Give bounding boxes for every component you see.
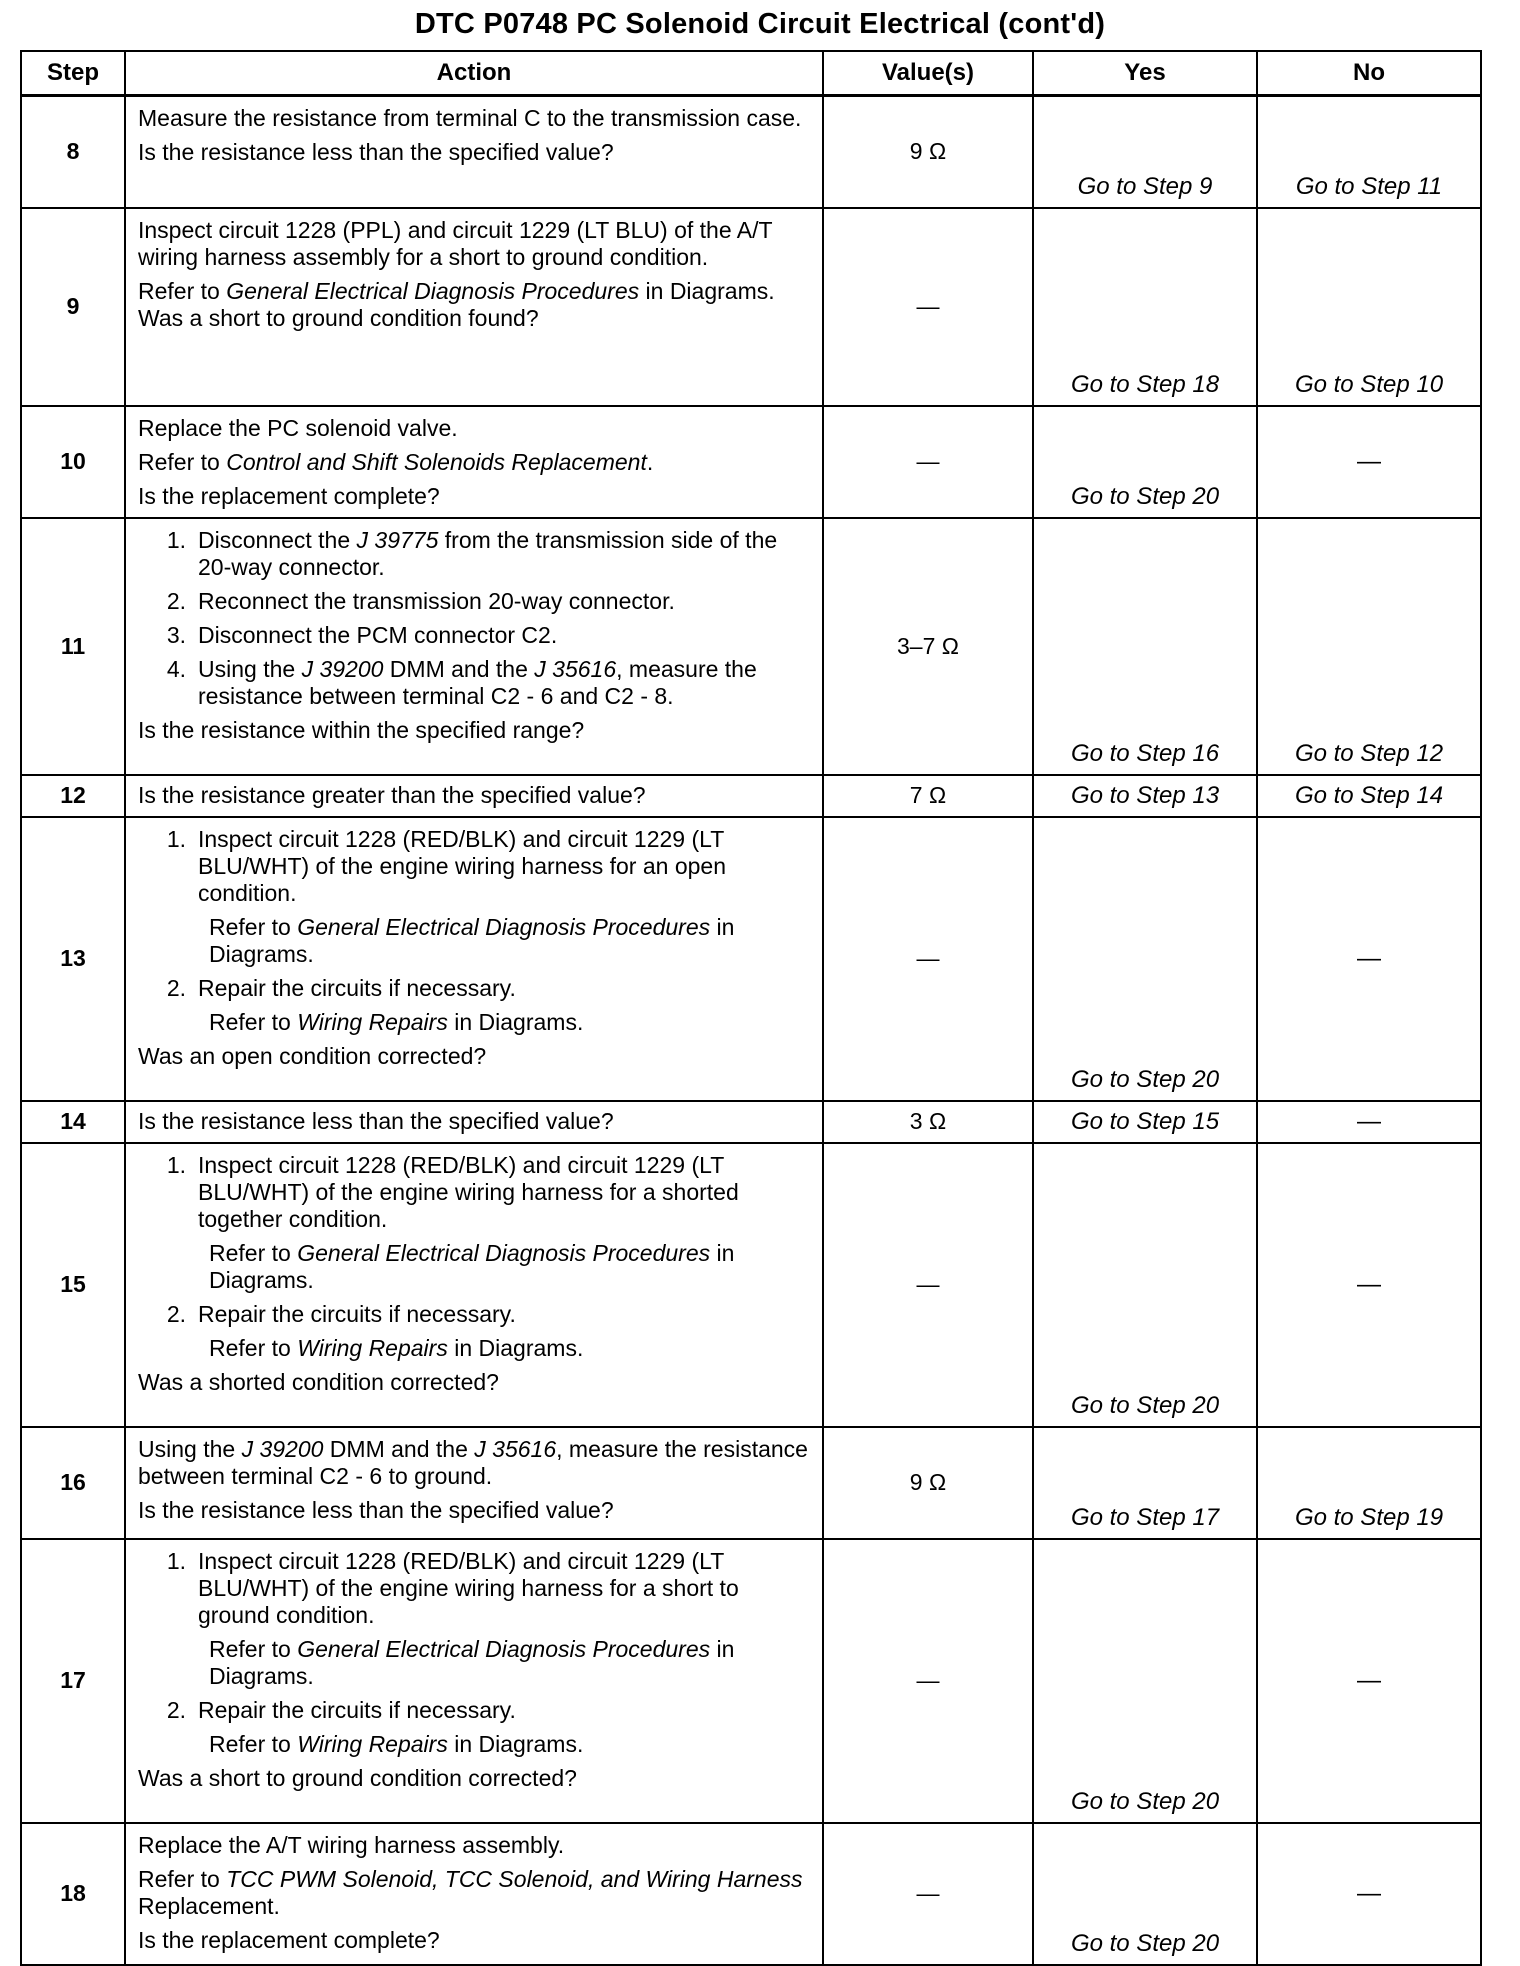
reference-prefix: Refer to xyxy=(209,1239,298,1266)
step-number: 13 xyxy=(21,817,125,1101)
value-cell: — xyxy=(823,208,1033,406)
list-item xyxy=(150,622,812,649)
list-text: , measure the resistance between terminal C2 - 6 and C2 - 8. xyxy=(198,655,757,709)
step-number: 18 xyxy=(21,1823,125,1965)
reference-line xyxy=(138,449,812,476)
reference-link[interactable]: General Electrical Diagnosis Procedures xyxy=(297,1239,711,1266)
reference-link[interactable]: Wiring Repairs xyxy=(297,1730,448,1757)
header-step: Step xyxy=(21,51,125,96)
value-cell: 9 Ω xyxy=(823,96,1033,208)
table-row xyxy=(21,1143,1481,1427)
yes-link[interactable]: Go to Step 13 xyxy=(1033,775,1257,817)
value-cell: — xyxy=(823,1143,1033,1427)
list-text: Inspect circuit 1228 (RED/BLK) and circuit 1229 (LT BLU/WHT) of the engine wiring harness for an open condition. xyxy=(198,825,726,906)
list-number: 4. xyxy=(166,655,186,682)
reference-suffix: in Diagrams. xyxy=(447,1730,584,1757)
list-text: Inspect circuit 1228 (RED/BLK) and circuit 1229 (LT BLU/WHT) of the engine wiring harness for a shorted together condition. xyxy=(198,1151,739,1232)
reference-link[interactable]: Wiring Repairs xyxy=(297,1008,448,1035)
table-row xyxy=(21,406,1481,518)
tool-reference: J 35616 xyxy=(534,655,617,682)
value-cell: 3 Ω xyxy=(823,1101,1033,1143)
list-text: Reconnect the transmission 20-way connector. xyxy=(198,587,675,614)
step-number: 8 xyxy=(21,96,125,208)
action-cell xyxy=(125,1823,823,1965)
tool-reference: J 39200 xyxy=(241,1435,324,1462)
reference-suffix: in Diagrams. xyxy=(209,913,735,967)
value-cell: — xyxy=(823,1539,1033,1823)
header-values: Value(s) xyxy=(823,51,1033,96)
no-link[interactable]: Go to Step 19 xyxy=(1257,1427,1481,1539)
reference-suffix: in Diagrams. xyxy=(447,1008,584,1035)
question-text: Is the replacement complete? xyxy=(138,482,440,509)
action-cell xyxy=(125,518,823,775)
reference-prefix: Refer to xyxy=(138,448,227,475)
reference-suffix: in Diagrams. xyxy=(639,277,775,304)
list-number: 2. xyxy=(166,1300,186,1327)
reference-suffix: Replacement. xyxy=(138,1892,280,1919)
reference-suffix: in Diagrams. xyxy=(209,1239,735,1293)
action-cell xyxy=(125,208,823,406)
action-cell xyxy=(125,1143,823,1427)
yes-link[interactable]: Go to Step 9 xyxy=(1033,96,1257,208)
value-cell: — xyxy=(823,406,1033,518)
action-cell xyxy=(125,775,823,817)
reference-line xyxy=(138,1866,812,1920)
list-number: 1. xyxy=(166,1547,186,1574)
step-number: 12 xyxy=(21,775,125,817)
question-text: Is the resistance less than the specified value? xyxy=(138,1496,614,1523)
reference-link[interactable]: Wiring Repairs xyxy=(297,1334,448,1361)
header-action: Action xyxy=(125,51,823,96)
table-row xyxy=(21,96,1481,208)
no-link[interactable]: Go to Step 11 xyxy=(1257,96,1481,208)
tool-reference: J 39775 xyxy=(356,526,439,553)
reference-line xyxy=(150,914,812,968)
yes-link[interactable]: Go to Step 20 xyxy=(1033,817,1257,1101)
reference-line xyxy=(138,278,812,305)
list-number: 1. xyxy=(166,1151,186,1178)
yes-link[interactable]: Go to Step 16 xyxy=(1033,518,1257,775)
list-item xyxy=(150,1697,812,1724)
numbered-list xyxy=(138,527,812,710)
table-row xyxy=(21,518,1481,775)
list-number: 2. xyxy=(166,587,186,614)
yes-link[interactable]: Go to Step 15 xyxy=(1033,1101,1257,1143)
yes-link[interactable]: Go to Step 20 xyxy=(1033,406,1257,518)
reference-prefix: Refer to xyxy=(209,1334,298,1361)
value-cell: 7 Ω xyxy=(823,775,1033,817)
yes-link[interactable]: Go to Step 17 xyxy=(1033,1427,1257,1539)
reference-link[interactable]: TCC PWM Solenoid, TCC Solenoid, and Wiring Harness xyxy=(226,1865,803,1892)
list-item xyxy=(150,1152,812,1233)
list-item xyxy=(150,1301,812,1328)
action-text-part: DMM and the xyxy=(323,1435,475,1462)
no-cell: — xyxy=(1257,817,1481,1101)
reference-line xyxy=(150,1731,812,1758)
no-link[interactable]: Go to Step 12 xyxy=(1257,518,1481,775)
table-row xyxy=(21,1823,1481,1965)
step-number: 15 xyxy=(21,1143,125,1427)
question-text: Was an open condition corrected? xyxy=(138,1042,487,1069)
step-number: 14 xyxy=(21,1101,125,1143)
action-text-part: Using the xyxy=(138,1435,242,1462)
list-number: 2. xyxy=(166,974,186,1001)
list-item xyxy=(150,826,812,907)
reference-line xyxy=(150,1009,812,1036)
reference-line xyxy=(150,1335,812,1362)
step-number: 9 xyxy=(21,208,125,406)
step-number: 16 xyxy=(21,1427,125,1539)
value-cell: — xyxy=(823,1823,1033,1965)
list-number: 1. xyxy=(166,526,186,553)
list-text: from the transmission side of the 20-way connector. xyxy=(198,526,778,580)
numbered-list xyxy=(138,826,812,1036)
no-cell: — xyxy=(1257,406,1481,518)
reference-suffix: in Diagrams. xyxy=(209,1635,735,1689)
question-text: Is the resistance less than the specified value? xyxy=(138,1108,614,1134)
question-text: Is the resistance less than the specified value? xyxy=(138,139,614,165)
header-no: No xyxy=(1257,51,1481,96)
list-item xyxy=(150,588,812,615)
yes-link[interactable]: Go to Step 20 xyxy=(1033,1143,1257,1427)
value-cell: 3–7 Ω xyxy=(823,518,1033,775)
list-text: Repair the circuits if necessary. xyxy=(198,974,516,1001)
list-text: Inspect circuit 1228 (RED/BLK) and circuit 1229 (LT BLU/WHT) of the engine wiring harness for a short to ground condition. xyxy=(198,1547,739,1628)
reference-link[interactable]: General Electrical Diagnosis Procedures xyxy=(226,277,640,304)
question-text: Is the resistance greater than the specified value? xyxy=(138,782,646,808)
action-cell xyxy=(125,817,823,1101)
list-text: Using the xyxy=(198,655,302,682)
reference-link[interactable]: General Electrical Diagnosis Procedures xyxy=(297,1635,711,1662)
question-text: Is the resistance within the specified range? xyxy=(138,716,585,743)
diagnostic-table xyxy=(20,50,1482,1966)
action-text: Replace the PC solenoid valve. xyxy=(138,414,458,441)
no-cell: — xyxy=(1257,1823,1481,1965)
list-item xyxy=(150,1548,812,1629)
reference-line xyxy=(150,1240,812,1294)
step-number: 11 xyxy=(21,518,125,775)
reference-prefix: Refer to xyxy=(209,913,298,940)
list-number: 3. xyxy=(166,621,186,648)
reference-prefix: Refer to xyxy=(138,1865,227,1892)
numbered-list xyxy=(138,1548,812,1758)
action-cell xyxy=(125,1427,823,1539)
yes-link[interactable]: Go to Step 18 xyxy=(1033,208,1257,406)
value-cell: 9 Ω xyxy=(823,1427,1033,1539)
yes-link[interactable]: Go to Step 20 xyxy=(1033,1539,1257,1823)
question-text: Was a short to ground condition found? xyxy=(138,304,539,331)
reference-prefix: Refer to xyxy=(209,1008,298,1035)
action-cell xyxy=(125,406,823,518)
no-link[interactable]: Go to Step 14 xyxy=(1257,775,1481,817)
reference-suffix: . xyxy=(646,448,654,475)
question-text: Was a shorted condition corrected? xyxy=(138,1368,499,1395)
list-number: 1. xyxy=(166,825,186,852)
step-number: 17 xyxy=(21,1539,125,1823)
numbered-list xyxy=(138,1152,812,1362)
reference-prefix: Refer to xyxy=(209,1730,298,1757)
header-yes: Yes xyxy=(1033,51,1257,96)
table-row xyxy=(21,1101,1481,1143)
action-cell xyxy=(125,96,823,208)
page-title: DTC P0748 PC Solenoid Circuit Electrical (cont'd) xyxy=(414,8,1106,40)
action-cell xyxy=(125,1101,823,1143)
reference-line xyxy=(150,1636,812,1690)
list-text: DMM and the xyxy=(383,655,535,682)
action-text: Replace the A/T wiring harness assembly. xyxy=(138,1831,565,1858)
reference-suffix: in Diagrams. xyxy=(447,1334,584,1361)
action-text: Measure the resistance from terminal C to the transmission case. xyxy=(138,105,802,131)
action-cell xyxy=(125,1539,823,1823)
list-text: Repair the circuits if necessary. xyxy=(198,1696,516,1723)
question-text: Is the replacement complete? xyxy=(138,1926,440,1953)
list-text: Disconnect the PCM connector C2. xyxy=(198,621,558,648)
table-row xyxy=(21,775,1481,817)
reference-link[interactable]: General Electrical Diagnosis Procedures xyxy=(297,913,711,940)
reference-link[interactable]: Control and Shift Solenoids Replacement xyxy=(226,448,647,475)
no-cell: — xyxy=(1257,1539,1481,1823)
tool-reference: J 39200 xyxy=(301,655,384,682)
reference-prefix: Refer to xyxy=(138,277,227,304)
list-number: 2. xyxy=(166,1696,186,1723)
list-item xyxy=(150,975,812,1002)
reference-prefix: Refer to xyxy=(209,1635,298,1662)
list-item xyxy=(150,527,812,581)
action-text: Inspect circuit 1228 (PPL) and circuit 1229 (LT BLU) of the A/T wiring harness assembly for a short to ground condition. xyxy=(138,216,773,270)
list-item xyxy=(150,656,812,710)
tool-reference: J 35616 xyxy=(474,1435,557,1462)
table-row xyxy=(21,1539,1481,1823)
no-link[interactable]: Go to Step 10 xyxy=(1257,208,1481,406)
table-row xyxy=(21,208,1481,406)
no-cell: — xyxy=(1257,1143,1481,1427)
list-text: Disconnect the xyxy=(198,526,357,553)
action-text xyxy=(138,1436,812,1490)
step-number: 10 xyxy=(21,406,125,518)
question-text: Was a short to ground condition corrected? xyxy=(138,1764,577,1791)
action-text-part: , measure the resistance between terminal C2 - 6 to ground. xyxy=(138,1435,808,1489)
no-cell: — xyxy=(1257,1101,1481,1143)
value-cell: — xyxy=(823,817,1033,1101)
table-header-row xyxy=(21,51,1481,96)
list-text: Repair the circuits if necessary. xyxy=(198,1300,516,1327)
table-row xyxy=(21,1427,1481,1539)
table-row xyxy=(21,817,1481,1101)
yes-link[interactable]: Go to Step 20 xyxy=(1033,1823,1257,1965)
